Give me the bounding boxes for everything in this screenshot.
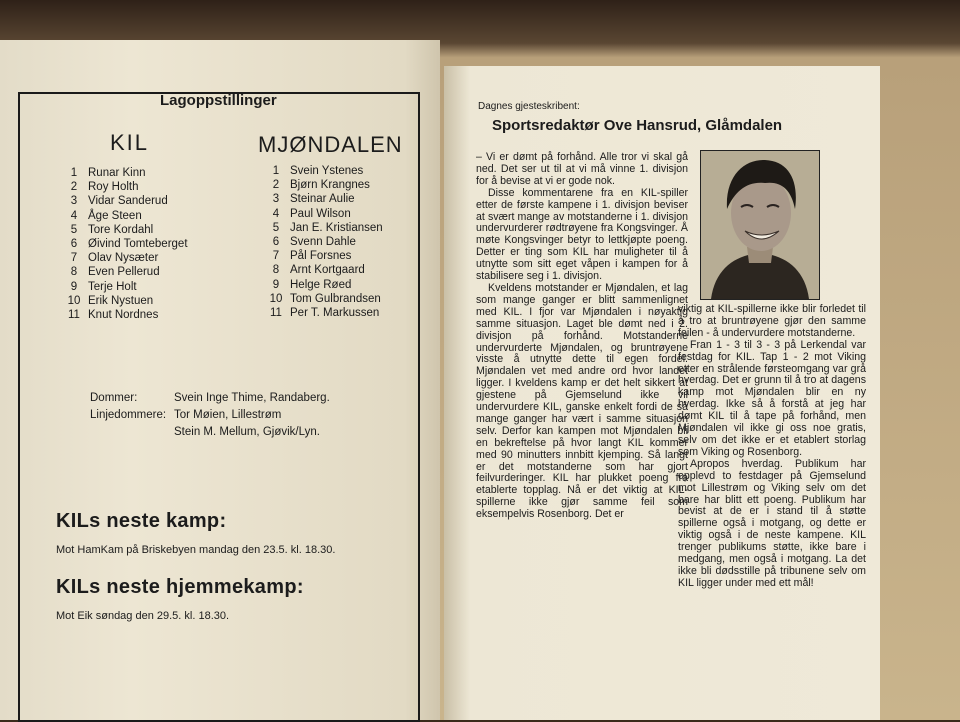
referee-name: Svein Inge Thime, Randaberg. xyxy=(174,392,330,404)
article-headline: Sportsredaktør Ove Hansrud, Glåmdalen xyxy=(492,117,783,134)
linesman-2: Stein M. Mellum, Gjøvik/Lyn. xyxy=(174,426,320,438)
player-row: 9 Helge Røed xyxy=(272,278,352,291)
player-row: 1 Runar Kinn xyxy=(70,167,146,179)
player-row: 9 Terje Holt xyxy=(70,280,137,293)
mjondalen-lineup xyxy=(262,164,383,320)
paragraph: Disse kommentarene fra en KIL-spiller etter de første kampene i 1. divisjon beviser at svært mange av motstanderne i 1. divisjon undervurderer rødtrøyene fra Kongsvinger. Å møte Kongsvinger betyr to lettkjøpte poeng. Detter er ting som KIL har muligheter til å utnytte som sitt eget våpen i kampen for å stabilisere seg i 1. divisjon. xyxy=(476,186,688,283)
player-row: 4 Paul Wilson xyxy=(272,207,351,220)
byline-label: Dagnes gjesteskribent: xyxy=(478,101,580,112)
player-row: 3 Steinar Aulie xyxy=(272,193,355,206)
referee-label: Dommer: xyxy=(90,392,138,404)
player-row: 1 Svein Ystenes xyxy=(272,165,364,177)
player-row: 8 Arnt Kortgaard xyxy=(272,264,365,277)
linesman-1: Tor Møien, Lillestrøm xyxy=(174,409,282,421)
player-row: 11 Per T. Markussen xyxy=(270,307,380,320)
lineups-title: Lagoppstillinger xyxy=(160,92,277,109)
next-match-heading: KILs neste kamp: xyxy=(56,510,227,532)
next-match-text: Mot HamKam på Briskebyen mandag den 23.5. kl. 18.30. xyxy=(56,544,336,556)
player-row: 2 Roy Holth xyxy=(70,181,139,194)
player-row: 4 Åge Steen xyxy=(70,209,142,222)
paragraph: Kveldens motstander er Mjøndalen, et lag som mange ganger er blitt sammenlignet med KIL. I fjor var Mjøndalen i nøyaktig samme situasjon. Laget ble dømt ned i 2. divisjon på forhånd. Motstanderne undervurderte Mjøndalen, og bruntrøyene visste å utnytte dette til egen fordel. Mjøndalen vet med andre ord hvor landet ligger. I kveldens kamp er det helt sikkert at gjestene på Gjemselund ikke vil undervurdere KIL, ganske enkelt fordi de så mange ganger har vært i samme situasjon selv. Derfor kan kampen mot Mjøndalen bli en bekreftelse på hvor langt KIL kommer med 90 minutters innbitt kjemping. Så langt er det motstanderne som har gjort feilvurderinger. KIL har plukket poeng fra etablerte topplag. Nå er det viktig at KIL-spillerne ikke gjør samme feil som eksempelvis Rosenborg. Det er xyxy=(476,281,688,521)
player-row: 6 Øivind Tomteberget xyxy=(70,238,188,251)
portrait-image xyxy=(701,151,819,299)
player-row: 11 Knut Nordnes xyxy=(68,309,159,322)
paragraph: Apropos hverdag. Publikum har opplevd to festdager på Gjemselund mot Lillestrøm og Viking selv om det bare har blitt ett poeng. Publikum har bevist at de er i stand til å støtte spillerne også i motgang, og dette er viktig også i de neste kampene. KIL trenger publikums støtte, ikke bare i medgang, men også i motgang. La det ikke bli dødsstille på tribunene selv om KIL ligger under med ett mål! xyxy=(678,457,866,589)
article-column-2 xyxy=(678,304,866,590)
article-column-1 xyxy=(476,152,688,521)
player-row: 8 Even Pellerud xyxy=(70,266,160,279)
player-row: 7 Pål Forsnes xyxy=(272,250,352,263)
paragraph: Fran 1 - 3 til 3 - 3 på Lerkendal var festdag for KIL. Tap 1 - 2 mot Viking etter en strålende førsteomgang var grå hverdag. Det er grunn til å tro at dagens kamp mot Mjøndalen blir en ny hverdag. Ikke så å forstå at jeg har dømt KIL til å tape på forhånd, men Mjøndalen vil ikke gi oss noe gratis, selv om det ikke er et etablert storlag som Viking og Rosenborg. xyxy=(678,338,866,458)
player-row: 10 Tom Gulbrandsen xyxy=(269,292,381,305)
team-name-kil: KIL xyxy=(110,130,150,155)
player-row: 7 Olav Nysæter xyxy=(70,252,159,265)
player-row: 5 Jan E. Kristiansen xyxy=(272,221,383,234)
player-row: 10 Erik Nystuen xyxy=(67,294,154,307)
player-row: 6 Svenn Dahle xyxy=(272,236,356,249)
team-name-mjondalen: MJØNDALEN xyxy=(258,132,403,157)
match-officials xyxy=(90,390,330,441)
paragraph: viktig at KIL-spillerne ikke blir forledet til å tro at bruntrøyene gjør den samme feilen - å undervurdere motstanderne. xyxy=(678,303,866,339)
portrait-photo xyxy=(700,150,820,300)
linesmen-label: Linjedommere: xyxy=(90,409,167,421)
player-row: 3 Vidar Sanderud xyxy=(70,195,168,208)
paragraph: – Vi er dømt på forhånd. Alle tror vi skal gå ned. Det ser ut til at vi må vinne 1. divisjon for å bevise at vi er gode nok. xyxy=(476,151,688,187)
kil-lineup xyxy=(60,166,188,322)
player-row: 2 Bjørn Krangnes xyxy=(272,179,370,192)
next-home-match-heading: KILs neste hjemmekamp: xyxy=(56,576,304,598)
player-row: 5 Tore Kordahl xyxy=(70,223,154,236)
next-home-match-text: Mot Eik søndag den 29.5. kl. 18.30. xyxy=(56,610,230,622)
